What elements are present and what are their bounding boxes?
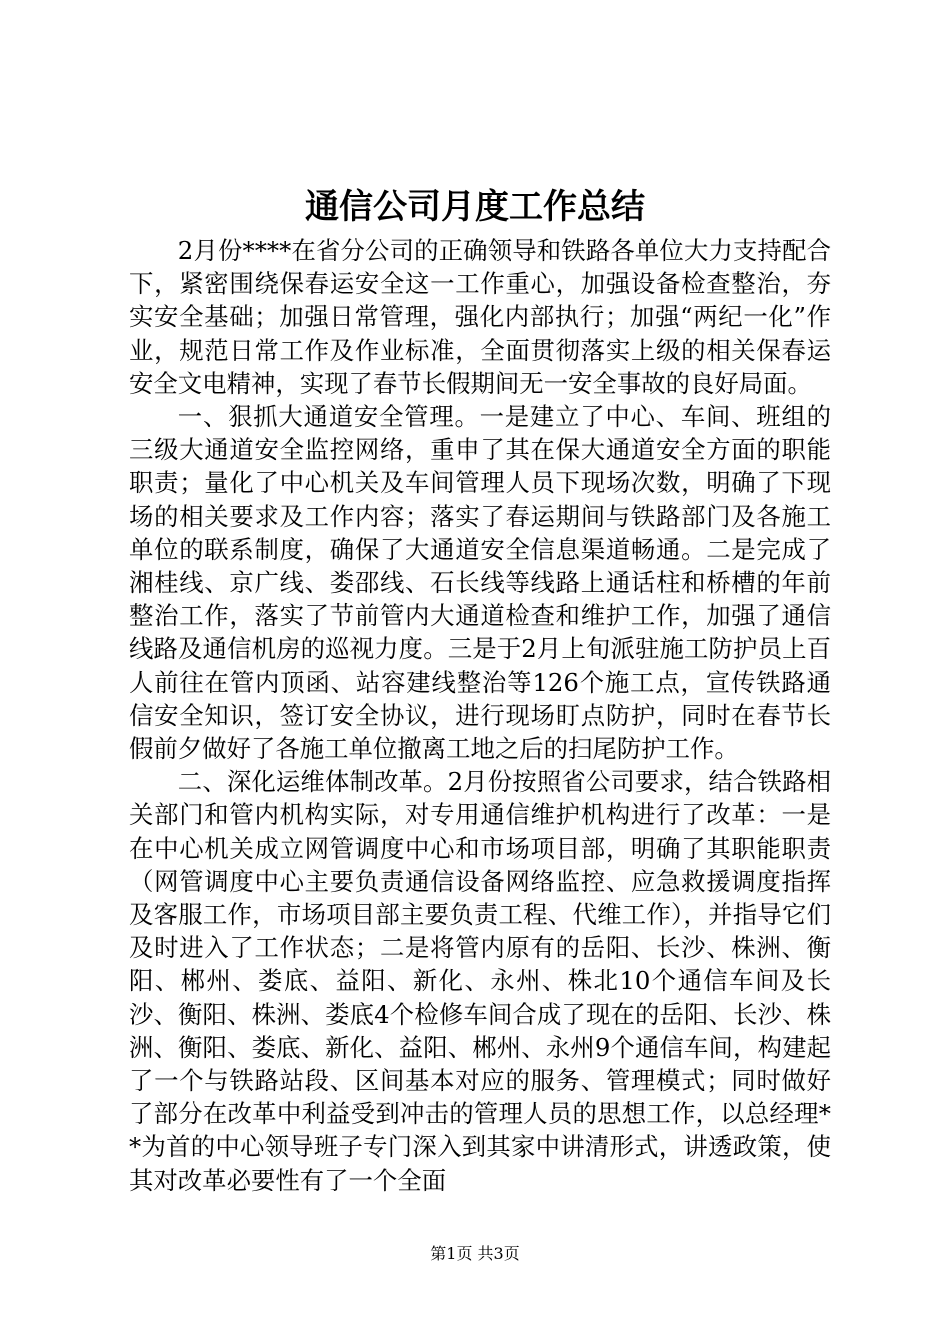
paragraph-section-2: 二、深化运维体制改革。2月份按照省公司要求，结合铁路相关部门和管内机构实际，对专用通信维护机构进行了改革：一是在中心机关成立网管调度中心和市场项目部，明确了其职能职责（网管调度中心主要负责通信设备网络监控、应急救援调度指挥及客服工作，市场项目部主要负责工程、代维工作），并指导它们及时进入了工作状态；二是将管内原有的岳阳、长沙、株洲、衡阳、郴州、娄底、益阳、新化、永州、株北10个通信车间及长沙、衡阳、株洲、娄底4个检修车间合成了现在的岳阳、长沙、株洲、衡阳、娄底、新化、益阳、郴州、永州9个通信车间，构建起了一个与铁路站段、区间基本对应的服务、管理模式；同时做好了部分在改革中利益受到冲击的管理人员的思想工作，以总经理**为首的中心领导班子专门深入到其家中讲清形式，讲透政策，使其对改革必要性有了一个全面	[129, 767, 831, 1195]
document-body	[129, 234, 831, 1197]
paragraph-intro: 2月份****在省分公司的正确领导和铁路各单位大力支持配合下，紧密围绕保春运安全这一工作重心，加强设备检查整治，夯实安全基础；加强日常管理，强化内部执行；加强“两纪一化”作业，规范日常工作及作业标准，全面贯彻落实上级的相关保春运安全文电精神，实现了春节长假期间无一安全事故的良好局面。	[129, 236, 831, 398]
page-number-footer: 第1页 共3页	[430, 1244, 520, 1263]
paragraph-section-1: 一、狠抓大通道安全管理。一是建立了中心、车间、班组的三级大通道安全监控网络，重申了其在保大通道安全方面的职能职责；量化了中心机关及车间管理人员下现场次数，明确了下现场的相关要求及工作内容；落实了春运期间与铁路部门及各施工单位的联系制度，确保了大通道安全信息渠道畅通。二是完成了湘桂线、京广线、娄邵线、石长线等线路上通话柱和桥槽的年前整治工作，落实了节前管内大通道检查和维护工作，加强了通信线路及通信机房的巡视力度。三是于2月上旬派驻施工防护员上百人前往在管内顶函、站容建线整治等126个施工点，宣传铁路通信安全知识，签订安全协议，进行现场盯点防护，同时在春节长假前夕做好了各施工单位撤离工地之后的扫尾防护工作。	[129, 402, 831, 764]
document-title: 通信公司月度工作总结	[305, 187, 645, 227]
